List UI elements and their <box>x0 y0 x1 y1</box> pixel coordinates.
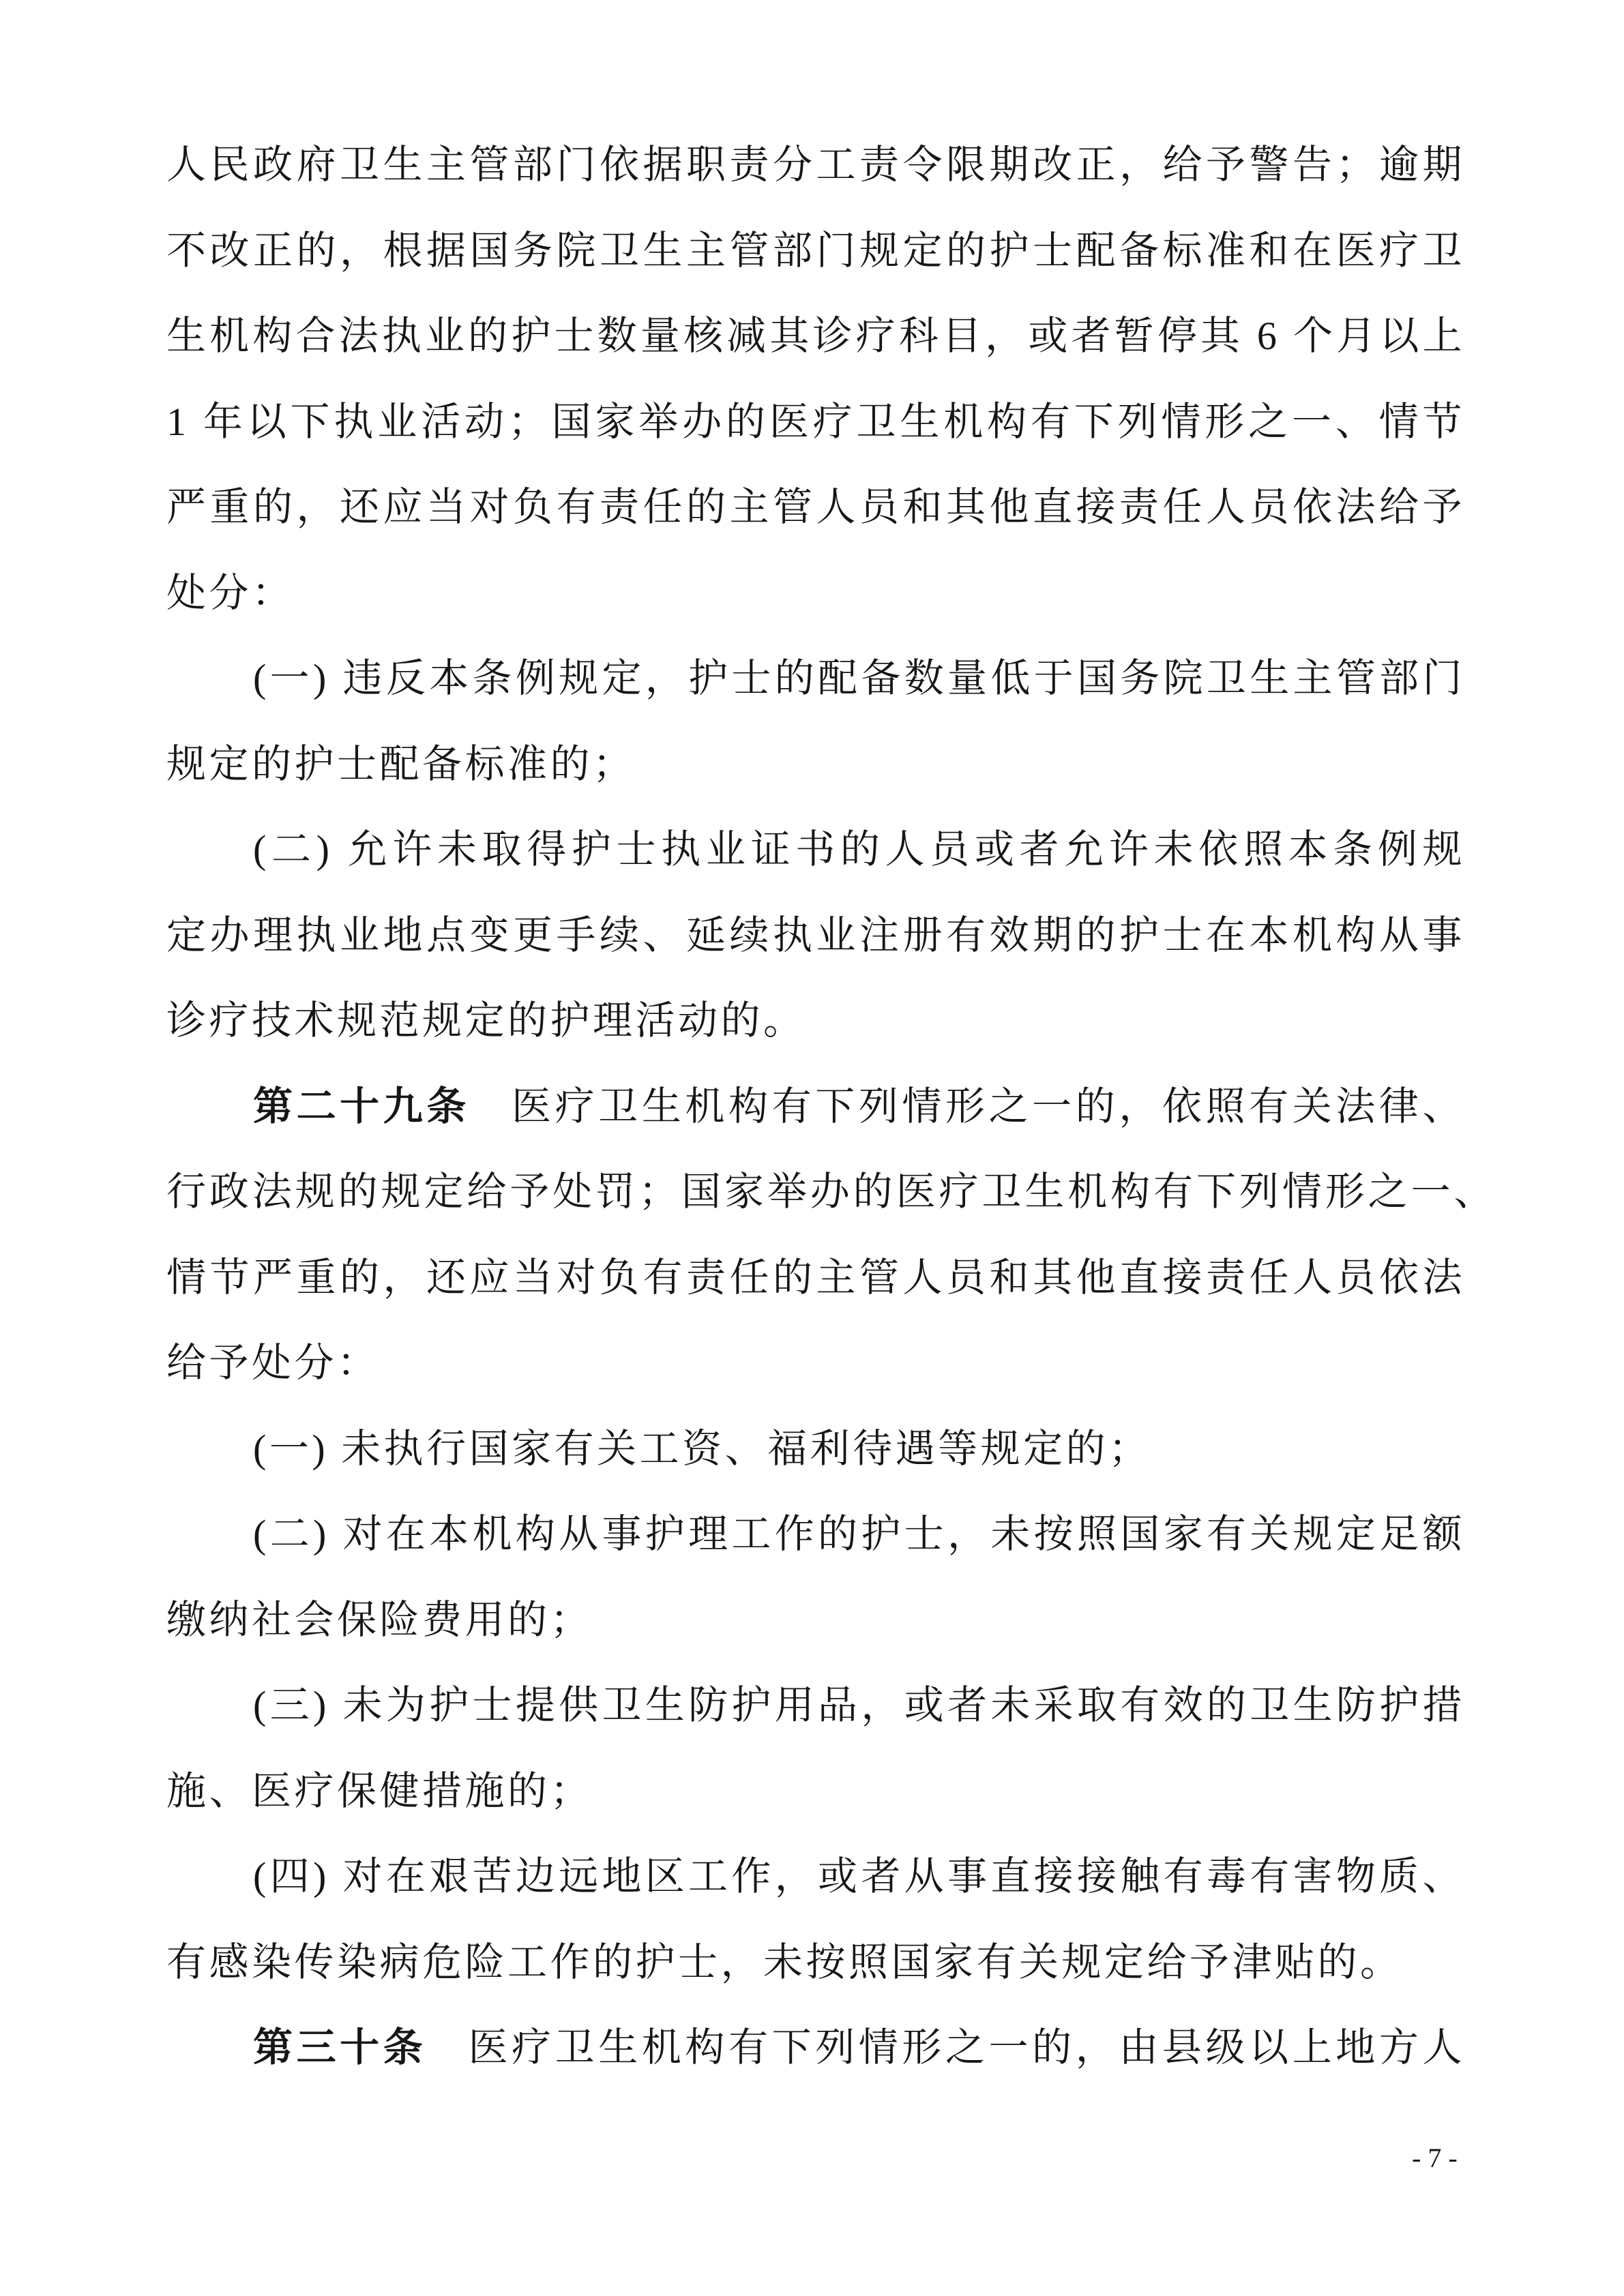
text-line: 处分： <box>166 570 295 615</box>
list-item-3 <box>166 1663 1503 1834</box>
list-item-2 <box>166 1491 1503 1663</box>
article-heading: 第二十九条 <box>253 1082 470 1129</box>
article-heading: 第三十条 <box>253 2024 427 2070</box>
text-line: 不改正的，根据国务院卫生主管部门规定的护士配备标准和在医疗卫 <box>166 228 1465 273</box>
page-number: - 7 - <box>1412 2143 1458 2173</box>
document-body <box>166 122 1503 2091</box>
article-first-line <box>253 2005 1465 2091</box>
text-line: 定办理执业地点变更手续、延续执业注册有效期的护士在本机构从事 <box>166 912 1465 957</box>
text-line: (二) 对在本机构从事护理工作的护士，未按照国家有关规定足额 <box>253 1512 1465 1556</box>
article-30 <box>166 2005 1503 2091</box>
article-first-line <box>253 1064 1465 1150</box>
text-line: 给予处分： <box>166 1341 380 1385</box>
text-line: 情节严重的，还应当对负有责任的主管人员和其他直接责任人员依法 <box>166 1255 1465 1300</box>
text-line: 行政法规的规定给予处罚；国家举办的医疗卫生机构有下列情形之一、 <box>166 1169 1496 1214</box>
article-text: 医疗卫生机构有下列情形之一的，由县级以上地方人 <box>467 2025 1465 2070</box>
text-line: (一) 违反本条例规定，护士的配备数量低于国务院卫生主管部门 <box>253 656 1465 700</box>
text-line: 人民政府卫生主管部门依据职责分工责令限期改正，给予警告；逾期 <box>166 143 1465 187</box>
text-line: 严重的，还应当对负有责任的主管人员和其他直接责任人员依法给予 <box>166 485 1465 529</box>
text-line: 生机构合法执业的护士数量核减其诊疗科目，或者暂停其 6 个月以上 <box>166 314 1465 358</box>
text-line: 1 年以下执业活动；国家举办的医疗卫生机构有下列情形之一、情节 <box>166 399 1465 444</box>
text-line: (三) 未为护士提供卫生防护用品，或者未采取有效的卫生防护措 <box>253 1683 1465 1727</box>
text-line: (一) 未执行国家有关工资、福利待遇等规定的； <box>253 1426 1151 1471</box>
text-line: 有感染传染病危险工作的护士，未按照国家有关规定给予津贴的。 <box>166 1939 1403 1984</box>
list-item-4 <box>166 1834 1503 2005</box>
text-line: (四) 对在艰苦边远地区工作，或者从事直接接触有毒有害物质、 <box>253 1854 1465 1898</box>
text-line: 诊疗技术规范规定的护理活动的。 <box>166 998 806 1043</box>
text-line: (二) 允许未取得护士执业证书的人员或者允许未依照本条例规 <box>253 827 1465 871</box>
list-item-1 <box>166 1406 1503 1492</box>
article-text: 医疗卫生机构有下列情形之一的，依照有关法律、 <box>510 1084 1465 1129</box>
list-item-2 <box>166 807 1503 1064</box>
article-29 <box>166 1064 1503 1406</box>
paragraph-continuation <box>166 122 1503 636</box>
text-line: 规定的护士配备标准的； <box>166 741 636 786</box>
text-line: 施、医疗保健措施的； <box>166 1768 593 1813</box>
list-item-1 <box>166 636 1503 807</box>
text-line: 缴纳社会保险费用的； <box>166 1597 593 1642</box>
